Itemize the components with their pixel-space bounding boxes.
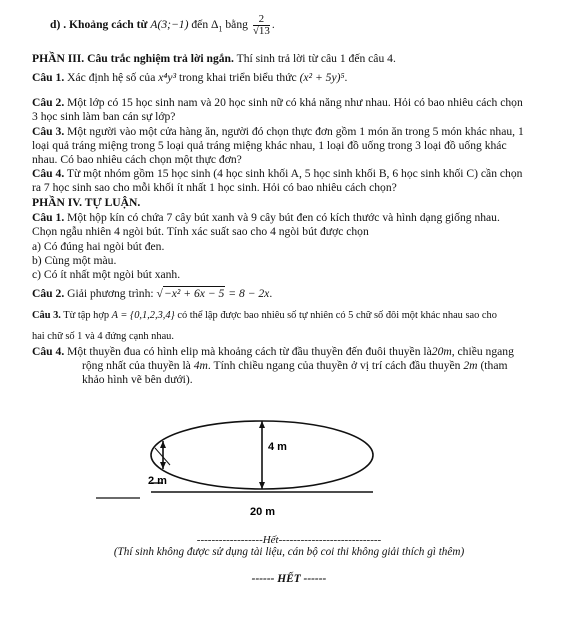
tl1-line1: [32, 211, 562, 224]
fraction-numerator: 2: [253, 14, 270, 26]
footer-note: [0, 546, 578, 559]
q4-line2: [32, 181, 562, 194]
part3-heading: [32, 52, 562, 65]
option-d-line: [50, 14, 578, 37]
tl3-line2: [32, 330, 562, 343]
tl1-label: Câu 1.: [32, 211, 65, 224]
q1-end: .: [344, 71, 348, 84]
tl1-c-text: c) Có ít nhất một ngòi bút xanh.: [32, 268, 181, 281]
q4-label: Câu 4.: [32, 167, 65, 180]
footer-end-text: ------ HẾT ------: [251, 573, 327, 585]
q2-line2: [32, 110, 562, 123]
q2-label: Câu 2.: [32, 96, 65, 109]
label-4m: 4 m: [268, 441, 287, 453]
tl3-text1: Từ tập hợp: [63, 310, 110, 321]
tl4-length: 20m: [431, 345, 452, 358]
width-arrow-bottom: [259, 482, 265, 489]
tl4-text2b: . Tính chiều ngang của thuyền ở vị trí cách đầu thuyền: [207, 359, 461, 372]
q2-text1: Một lớp có 15 học sinh nam và 20 học sinh nữ có khả năng như nhau. Hỏi có bao nhiêu cách chọn: [67, 96, 523, 109]
q1-term: x⁴y³: [158, 71, 177, 84]
tl1-a-text: a) Có đúng hai ngòi bút đen.: [32, 240, 165, 253]
het-divider-text: ------------------Hết----------------------------: [196, 534, 382, 546]
q1-text1: Xác định hệ số của: [67, 71, 156, 84]
q3-label: Câu 3.: [32, 125, 65, 138]
q3-line3: [32, 153, 562, 166]
tl3-text3: hai chữ số 1 và 4 đứng cạnh nhau.: [32, 331, 174, 342]
width-arrow-top: [259, 421, 265, 428]
option-d-after: bằng: [225, 18, 248, 32]
option-d-end: .: [271, 18, 275, 32]
q2-text2: 3 học sinh làm ban cán sự lớp?: [32, 110, 176, 123]
tl4-text3: khảo hình vẽ bên dưới).: [82, 373, 193, 386]
tl1-option-c: [32, 268, 562, 281]
boat-ellipse-figure: [0, 405, 578, 535]
distance-fraction: [253, 14, 270, 37]
chord-arrow-bottom: [160, 462, 166, 469]
tl2-equation: √−x² + 6x − 5 = 8 − 2x: [156, 287, 270, 300]
tl4-line1: [32, 345, 562, 358]
tl4-text2c: (tham: [480, 359, 508, 372]
q3-text3: nhau. Có bao nhiêu cách chọn một thực đơn?: [32, 153, 242, 166]
footer-note-text: (Thí sinh không được sử dụng tài liệu, cán bộ coi thi không giải thích gì thêm): [113, 546, 465, 558]
fraction-denominator: √13: [252, 25, 270, 37]
delta-subscript: 1: [218, 24, 223, 34]
label-2m: 2 m: [148, 475, 167, 487]
q4-text2: ra 7 học sinh sao cho mỗi khối ít nhất 1 học sinh. Hỏi có bao nhiêu cách chọn?: [32, 181, 397, 194]
tl2-text: Giải phương trình:: [67, 287, 154, 300]
part3-note: Thí sinh trả lời từ câu 1 đến câu 4.: [236, 52, 396, 65]
tl1-line2: [32, 225, 562, 238]
q3-text2: loại quả tráng miệng trong 5 loại quả tráng miệng khác nhau, 1 loại đồ uống trong 3 loại đồ uống khác: [32, 139, 507, 152]
q1-label: Câu 1.: [32, 71, 65, 84]
tl3-set: A = {0,1,2,3,4}: [111, 310, 175, 321]
tl1-option-a: [32, 240, 562, 253]
tl4-line2: [82, 359, 578, 372]
tl2-label: Câu 2.: [32, 287, 65, 300]
tl1-text2: Chọn ngẫu nhiên 4 ngòi bút. Tính xác suất sao cho 4 ngòi bút được chọn: [32, 225, 369, 238]
q4-text1: Từ một nhóm gồm 15 học sinh (4 học sinh khối A, 5 học sinh khối B, 6 học sinh khối C) cần chọn: [66, 167, 523, 180]
q3-text1: Một người vào một cửa hàng ăn, người đó chọn thực đơn gồm 1 món ăn trong 5 món khác nhau, 1: [67, 125, 524, 138]
option-d-prefix: d) . Khoảng cách từ: [50, 18, 148, 32]
q2-line1: [32, 96, 562, 109]
tl3-label: Câu 3.: [32, 310, 61, 321]
q1-line: [32, 71, 562, 84]
tl2-line: [32, 287, 562, 300]
tl4-text1a: Một thuyền đua có hình elip mà khoảng cách từ đầu thuyền đến đuôi thuyền là: [67, 345, 432, 358]
q3-line1: [32, 125, 562, 138]
q1-text2: trong khai triển biểu thức: [178, 71, 297, 84]
q3-line2: [32, 139, 562, 152]
tl2-end: .: [269, 287, 273, 300]
tl3-text2: có thể lập được bao nhiêu số tự nhiên có 5 chữ số đôi một khác nhau sao cho: [177, 310, 497, 321]
tl2-radicand: −x² + 6x − 5: [163, 287, 225, 300]
tl2-rhs: = 8 − 2x: [228, 287, 270, 300]
part4-title: PHẦN IV. TỰ LUẬN.: [32, 196, 141, 209]
part4-heading: [32, 196, 562, 209]
option-d-mid: đến Δ: [191, 18, 219, 32]
tl4-line3: [82, 373, 578, 386]
tl1-option-b: [32, 254, 562, 267]
part3-title: PHẦN III. Câu trắc nghiệm trả lời ngắn.: [32, 52, 234, 65]
q1-expression: (x² + 5y)⁵: [299, 71, 345, 84]
q4-line1: [32, 167, 562, 180]
tl3-line1: [32, 309, 562, 322]
tl4-label: Câu 4.: [32, 345, 65, 358]
tl4-width: 4m: [193, 359, 208, 372]
footer-end: [0, 573, 578, 586]
tl4-text2a: rộng nhất của thuyền là: [82, 359, 191, 372]
tl4-text1b: , chiều ngang: [451, 345, 514, 358]
tl4-position: 2m: [463, 359, 478, 372]
tl1-b-text: b) Cùng một màu.: [32, 254, 117, 267]
tl1-text1: Một hộp kín có chứa 7 cây bút xanh và 9 cây bút đen có kích thước và hình dạng giống nhau.: [67, 211, 500, 224]
label-20m: 20 m: [250, 506, 276, 518]
point-a: A(3;−1): [150, 18, 189, 32]
chord-arrow-top: [160, 441, 166, 448]
